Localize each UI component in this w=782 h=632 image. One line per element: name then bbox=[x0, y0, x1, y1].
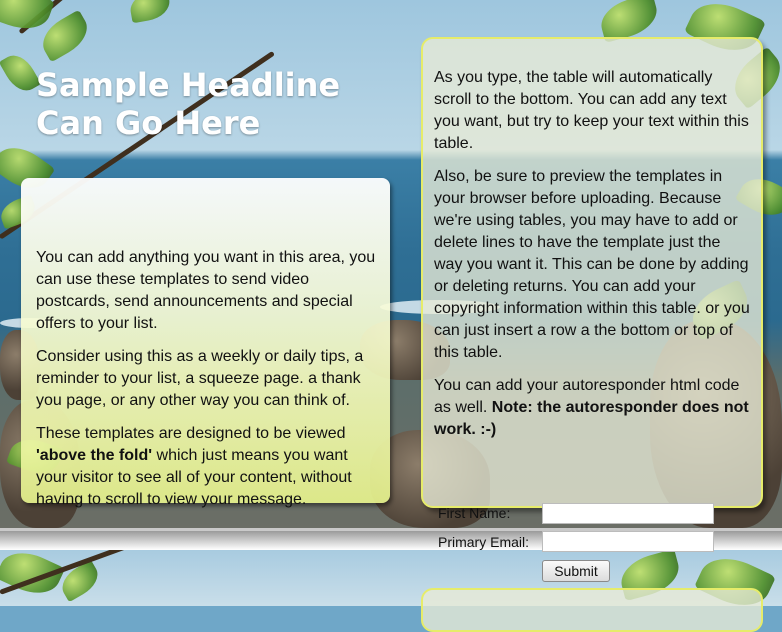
above-the-fold-emphasis: 'above the fold' bbox=[36, 447, 153, 464]
right-paragraph-2: Also, be sure to preview the templates in your browser before uploading. Because we're using tables, you may have to add or delete lines to have the template just the way you want it. This can be done by adding or deleting returns. You can add your copyright information within this table. or you can just insert a row a the bottom or top of this table. bbox=[434, 168, 750, 361]
first-name-field[interactable] bbox=[542, 503, 714, 524]
leaf bbox=[128, 0, 172, 23]
left-paragraph-3 bbox=[36, 423, 381, 511]
email-label: Primary Email: bbox=[438, 534, 530, 550]
left-paragraph-3-start: These templates are designed to be viewed bbox=[36, 425, 346, 442]
headline-line-2: Can Go Here bbox=[36, 104, 261, 142]
headline-line-1: Sample Headline bbox=[36, 66, 341, 104]
first-name-label: First Name: bbox=[438, 505, 511, 521]
autoresponder-note: Note: the autoresponder does not work. :-) bbox=[434, 399, 749, 438]
left-paragraph-2: Consider using this as a weekly or daily tips, a reminder to your list, a squeeze page. a thank you page, or any other way you can think of. bbox=[36, 348, 364, 409]
submit-button[interactable]: Submit bbox=[542, 560, 610, 582]
page-headline bbox=[36, 66, 396, 142]
leaf bbox=[0, 550, 65, 603]
right-content-panel-lower bbox=[421, 588, 763, 632]
right-paragraph-3-start: You can add your autoresponder html code as well. bbox=[434, 377, 740, 416]
left-panel-text bbox=[36, 247, 381, 522]
left-paragraph-1: You can add anything you want in this area, you can use these templates to send video postcards, send announcements and special offers to your list. bbox=[36, 249, 376, 332]
right-paragraph-1: As you type, the table will automatically scroll to the bottom. You can add any text you want, but try to keep your text within this table. bbox=[434, 69, 749, 152]
right-panel-text bbox=[434, 67, 752, 452]
right-paragraph-3 bbox=[434, 375, 752, 441]
email-field[interactable] bbox=[542, 531, 714, 552]
left-paragraph-3-end: which just means you want your visitor to see all of your content, without having to scroll to view your message. bbox=[36, 447, 352, 508]
